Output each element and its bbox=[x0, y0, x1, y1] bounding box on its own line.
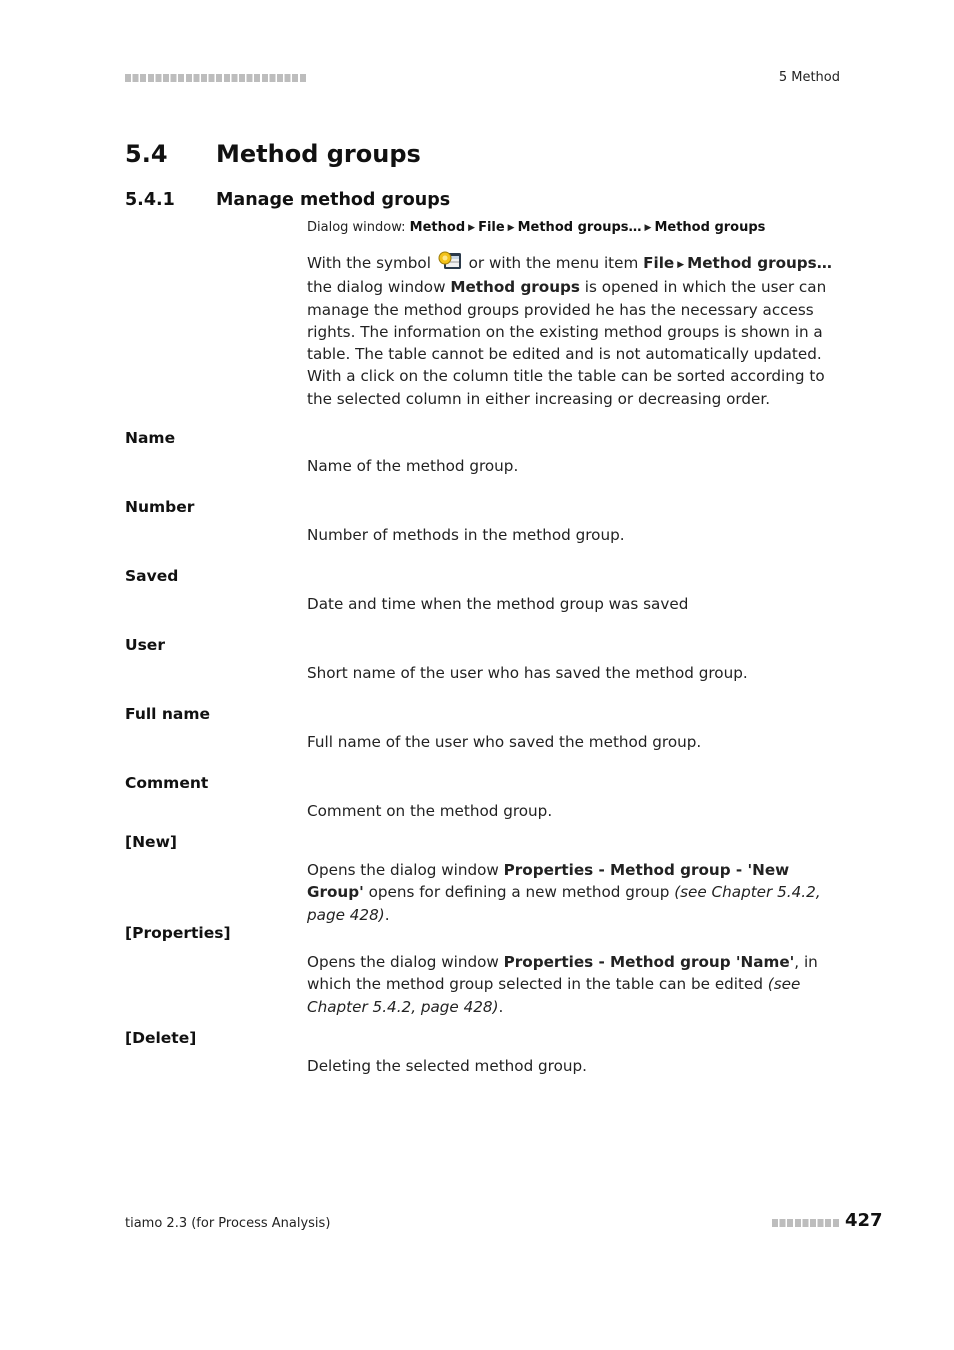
menu-file: File bbox=[643, 254, 675, 272]
desc-full-name: Full name of the user who saved the method group. bbox=[307, 733, 702, 751]
section-heading bbox=[125, 140, 421, 168]
subsection-heading bbox=[125, 190, 450, 210]
intro-text: the dialog window bbox=[307, 278, 446, 297]
term-delete: [Delete] bbox=[125, 1029, 197, 1047]
term-comment: Comment bbox=[125, 774, 209, 792]
dialog-name: Method groups bbox=[450, 278, 580, 297]
method-groups-icon bbox=[438, 251, 462, 271]
triangle-right-icon: ▶ bbox=[677, 260, 685, 270]
desc-user: Short name of the user who has saved the method group. bbox=[307, 664, 748, 682]
term-properties: [Properties] bbox=[125, 924, 231, 942]
footer-product: tiamo 2.3 (for Process Analysis) bbox=[125, 1216, 331, 1231]
intro-text: With the symbol bbox=[307, 254, 431, 272]
term-saved: Saved bbox=[125, 567, 179, 585]
footer-decoration bbox=[772, 1219, 839, 1227]
dialog-path bbox=[307, 220, 765, 235]
desc-new bbox=[307, 859, 837, 926]
dialog-path-step: Method groups bbox=[654, 220, 766, 235]
intro-text: or with the menu item bbox=[468, 254, 639, 272]
term-number: Number bbox=[125, 498, 195, 516]
section-title: Method groups bbox=[216, 140, 421, 168]
desc-saved: Date and time when the method group was saved bbox=[307, 595, 689, 613]
subsection-number: 5.4.1 bbox=[125, 190, 175, 210]
desc-text: Opens the dialog window bbox=[307, 953, 499, 971]
desc-text: , in which the method group selected in the table can be edited bbox=[307, 953, 818, 994]
dialog-path-prefix: Dialog window: bbox=[307, 220, 406, 235]
desc-number: Number of methods in the method group. bbox=[307, 526, 625, 544]
section-number: 5.4 bbox=[125, 140, 168, 168]
desc-text: . bbox=[498, 997, 504, 1016]
header-decoration bbox=[125, 74, 307, 82]
dialog-path-step: File bbox=[478, 220, 505, 235]
term-name: Name bbox=[125, 429, 176, 447]
page-number: 427 bbox=[845, 1210, 883, 1231]
dialog-path-step: Method bbox=[409, 220, 466, 235]
subsection-title: Manage method groups bbox=[216, 190, 451, 210]
term-new: [New] bbox=[125, 833, 177, 851]
chapter-reference[interactable]: (see Chapter 5.4.2, page 428) bbox=[307, 883, 821, 924]
triangle-right-icon: ▶ bbox=[507, 223, 515, 233]
desc-text: Opens the dialog window bbox=[307, 861, 499, 879]
triangle-right-icon: ▶ bbox=[644, 223, 652, 233]
desc-properties bbox=[307, 951, 837, 1018]
term-user: User bbox=[125, 636, 165, 654]
header-chapter: 5 Method bbox=[778, 70, 840, 85]
desc-delete: Deleting the selected method group. bbox=[307, 1057, 587, 1075]
intro-paragraph bbox=[307, 251, 837, 410]
desc-text: opens for defining a new method group bbox=[368, 883, 670, 902]
chapter-reference[interactable]: (see Chapter 5.4.2, page 428) bbox=[307, 975, 801, 1016]
triangle-right-icon: ▶ bbox=[468, 223, 476, 233]
term-full-name: Full name bbox=[125, 705, 211, 723]
desc-name: Name of the method group. bbox=[307, 457, 519, 475]
dialog-path-step: Method groups… bbox=[517, 220, 642, 235]
intro-text: is opened in which the user can manage the method groups provided he has the necessary access rights. The information on the existing method groups is shown in a table. The table cannot be edited and is not automatically updated. With a click on the column title the table can be sorted according to the selected column in either increasing or decreasing order. bbox=[307, 278, 827, 408]
desc-comment: Comment on the method group. bbox=[307, 802, 553, 820]
dialog-name: Properties - Method group 'Name' bbox=[503, 953, 795, 971]
menu-method-groups: Method groups… bbox=[687, 254, 832, 272]
desc-text: . bbox=[384, 905, 390, 924]
dialog-name: Properties - Method group - 'New Group' bbox=[307, 861, 790, 902]
